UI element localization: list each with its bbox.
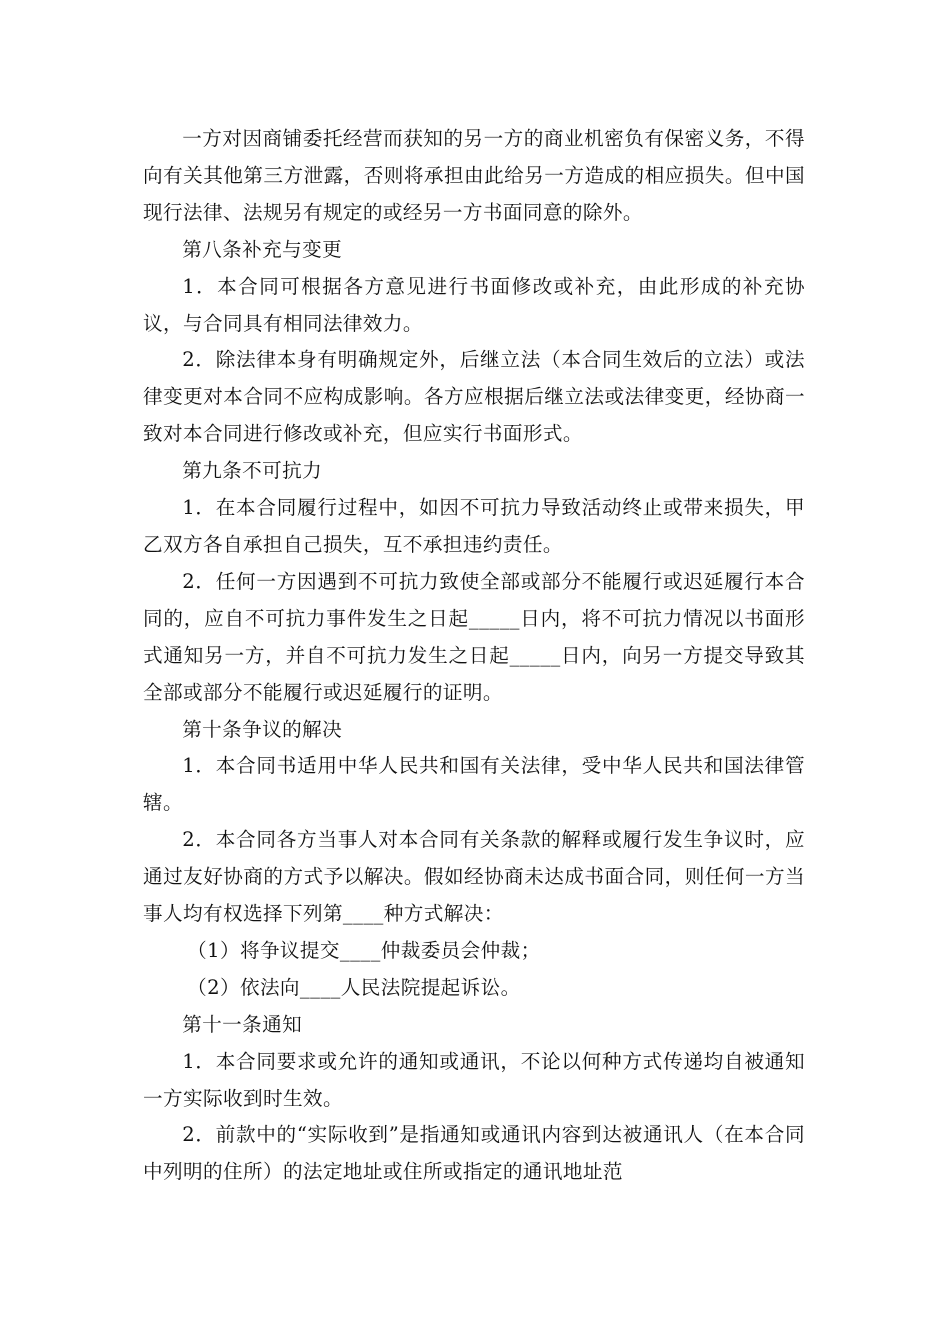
dispute-option-litigation: （2）依法向____人民法院提起诉讼。 [187,975,521,999]
article-10-heading: 第十条争议的解决 [182,717,343,741]
article-11-heading: 第十一条通知 [182,1012,303,1036]
article-11-clause-2: 2．前款中的“实际收到”是指通知或通讯内容到达被通讯人（在本合同中列明的住所）的法定地址或住所或指定的通讯地址范 [143,1123,805,1184]
document-body [143,121,805,1191]
article-8-heading: 第八条补充与变更 [182,237,343,261]
article-10-clause-1: 1．本合同书适用中华人民共和国有关法律，受中华人民共和国法律管辖。 [143,754,805,815]
dispute-option-arbitration: （1）将争议提交____仲裁委员会仲裁； [187,938,541,962]
article-8-clause-2: 2．除法律本身有明确规定外，后继立法（本合同生效后的立法）或法律变更对本合同不应构成影响。各方应根据后继立法或法律变更，经协商一致对本合同进行修改或补充，但应实行书面形式。 [143,348,805,446]
article-9-clause-1: 1．在本合同履行过程中，如因不可抗力导致活动终止或带来损失，甲乙双方各自承担自己损失，互不承担违约责任。 [143,496,805,556]
article-9-heading: 第九条不可抗力 [182,459,323,483]
article-9-clause-2: 2．任何一方因遇到不可抗力致使全部或部分不能履行或迟延履行本合同的，应自不可抗力事件发生之日起_____日内，将不可抗力情况以书面形式通知另一方，并自不可抗力发生之日起_____日内，向另一方提交导致其全部或部分不能履行或迟延履行的证明。 [143,569,805,704]
article-8-clause-1: 1．本合同可根据各方意见进行书面修改或补充，由此形成的补充协议，与合同具有相同法律效力。 [143,274,805,335]
confidentiality-paragraph: 一方对因商铺委托经营而获知的另一方的商业机密负有保密义务，不得向有关其他第三方泄露，否则将承担由此给另一方造成的相应损失。但中国现行法律、法规另有规定的或经另一方书面同意的除外。 [143,127,805,224]
article-10-clause-2: 2．本合同各方当事人对本合同有关条款的解释或履行发生争议时，应通过友好协商的方式予以解决。假如经协商未达成书面合同，则任何一方当事人均有权选择下列第____种方式解决： [143,828,805,926]
article-11-clause-1: 1．本合同要求或允许的通知或通讯，不论以何种方式传递均自被通知一方实际收到时生效。 [143,1049,805,1110]
